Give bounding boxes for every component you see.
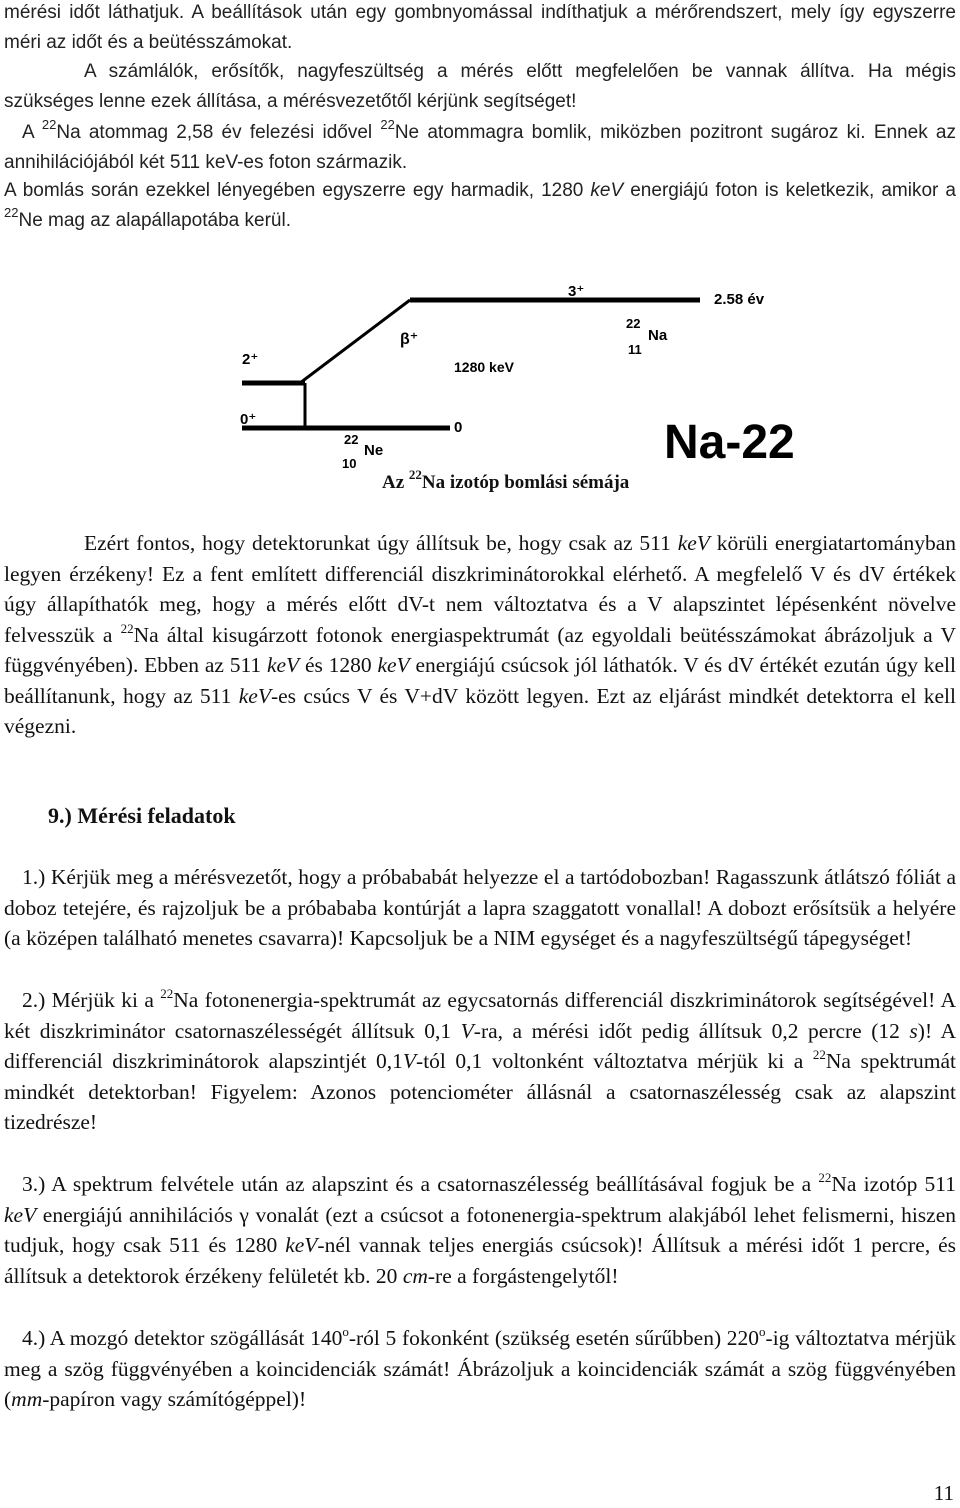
text-span: Na izotóp 511 — [831, 1172, 956, 1196]
text-span: körüli energiatartományban legyen érzékeny! Ez a fent említett differenciál diszkriminátorokkal elérhető. A megfelelő V és dV értékek úgy állapíthatók meg, hogy a mérés előtt dV-t nem változtatva és a V alapszintet lépésenként növelve felvesszük a — [4, 531, 957, 647]
text-span: A bomlás során ezekkel lényegében egyszerre egy harmadik, 1280 — [4, 180, 591, 201]
superscript: o — [759, 1324, 766, 1339]
unit-mm: mm — [11, 1387, 43, 1411]
page-number: 11 — [933, 1481, 954, 1505]
unit-kev: keV — [377, 653, 410, 677]
unit-kev: keV — [285, 1233, 318, 1257]
text-span: energiájú foton is keletkezik, amikor a — [623, 180, 956, 201]
text-span: -es csúcs V és V+dV között legyen. Ezt az eljárást mindkét detektorra el kell végezni. — [4, 683, 957, 738]
text-span: 3.) A spektrum felvétele után az alapszint és a csatornaszélesség beállításával fogjuk be a — [22, 1172, 819, 1196]
text-span: energiájú csúcsok jól láthatók. V és dV értékét ezután úgy kell beállítanunk, hogy az 511 — [4, 653, 956, 708]
text-span: A számlálók, erősítők, nagyfeszültség a mérés előtt megfelelően be vannak állítva. Ha mégis szükséges lenne ezek állítása, a mérésvezetőtől kérjünk segítséget! — [4, 61, 956, 112]
text-span: mérési időt láthatjuk. A beállítások után egy gombnyomással indíthatjuk a mérőrendszert, mely így egyszerre méri az időt és a beütésszámokat. — [4, 2, 956, 53]
task-2 — [4, 985, 956, 1138]
superscript: o — [342, 1324, 349, 1339]
paragraph-decay — [4, 118, 956, 178]
gamma-energy-label: 1280 keV — [454, 359, 514, 375]
level-0-left-label: 0⁺ — [240, 411, 257, 428]
text-span: )! A differenciál diszkriminátorok alapszintjét 0,1 — [4, 1018, 956, 1073]
paragraph-gamma — [4, 176, 956, 236]
daughter-mass-label: 22 — [344, 432, 359, 447]
text-span: és 1280 — [299, 653, 378, 677]
superscript: 22 — [380, 117, 395, 132]
text-span: -nél vannak teljes energiás csúcsok)! Állítsuk a mérési időt 1 percre, és állítsuk a detektorok érzékeny felületét kb. 20 — [4, 1233, 956, 1288]
daughter-z-label: 10 — [342, 456, 357, 471]
unit-v: V — [402, 1049, 417, 1073]
text-span: Na spektrumát mindkét detektorban! Figyelem: Azonos potenciométer állásnál a csatornaszélesség csak az alapszint tizedrésze! — [4, 1049, 956, 1134]
text-span: -papíron vagy számítógéppel)! — [42, 1387, 307, 1411]
decay-scheme-diagram — [230, 280, 830, 490]
superscript: 22 — [120, 620, 134, 636]
text-span: Ne mag az alapállapotába kerül. — [18, 210, 291, 231]
na22-title: Na-22 — [664, 416, 795, 469]
text-span: 1.) Kérjük meg a mérésvezetőt, hogy a próbababát helyezze el a tartódobozban! Ragasszunk átlátszó fóliát a doboz tetejére, és rajzoljuk be a próbababa kontúrját a lapra szaggatott vonallal! A dobozt erősítsük a helyére (a középen található menetes csavarra)! Kapcsoljuk be a NIM egységet és a nagyfeszültségű tápegységet! — [4, 865, 956, 950]
figure-caption — [382, 468, 629, 498]
superscript: 22 — [818, 1170, 832, 1185]
text-span: 4.) A mozgó detektor szögállását 140 — [22, 1326, 343, 1350]
daughter-symbol-label: Ne — [364, 442, 384, 459]
section-heading: 9.) Mérési feladatok — [48, 803, 236, 828]
text-span: -tól 0,1 voltonként változtatva mérjük ki a — [416, 1049, 813, 1073]
beta-label: β⁺ — [400, 331, 419, 348]
text-span: Ezért fontos, hogy detektorunkat úgy állítsuk be, hogy csak az 511 — [84, 531, 678, 555]
paragraph-energy-window — [4, 528, 956, 742]
task-1 — [4, 862, 956, 954]
text-span: -re a forgástengelytől! — [427, 1263, 619, 1288]
text-span: -ra, a mérési időt pedig állítsuk 0,2 percre (12 — [473, 1018, 910, 1043]
paragraph-settings — [4, 57, 956, 117]
text-span: Na izotóp bomlási sémája — [421, 472, 630, 493]
superscript: 22 — [812, 1047, 826, 1062]
superscript: 22 — [160, 986, 174, 1001]
parent-mass-label: 22 — [626, 316, 641, 331]
text-span: Na atommag 2,58 év felezési idővel — [56, 122, 381, 143]
text-span: Na fotonenergia-spektrumát az egycsatornás differenciál diszkriminátorok segítségével! A két diszkriminátor csatornaszélességét állítsuk 0,1 — [4, 988, 956, 1043]
text-span: Az — [382, 472, 409, 493]
parent-z-label: 11 — [628, 342, 642, 357]
text-span: Ne atommagra bomlik, miközben pozitront sugároz ki. Ennek az annihilációjából két 511 keV-es foton származik. — [4, 122, 956, 173]
beta-transition-line — [300, 300, 410, 383]
text-span: Na által kisugárzott fotonok energiaspektrumát (az egyoldali beütésszámokat ábrázoljuk a V függvényében). Ebben az 511 — [4, 622, 956, 677]
text-span: 2.) Mérjük ki a — [22, 988, 161, 1012]
level-3-label: 3⁺ — [568, 283, 585, 300]
text-span: -ig változtatva mérjük meg a szög függvényében a koincidenciák számát! Ábrázoljuk a koincidenciák számát a szög függvényében ( — [4, 1326, 956, 1411]
parent-symbol-label: Na — [648, 327, 668, 344]
paragraph-intro — [4, 0, 956, 58]
superscript: 22 — [408, 467, 422, 482]
task-4 — [4, 1323, 956, 1415]
unit-cm: cm — [402, 1263, 428, 1288]
superscript: 22 — [4, 205, 19, 220]
unit-kev: keV — [677, 531, 710, 555]
unit-s: s — [909, 1018, 918, 1043]
unit-kev: keV — [590, 180, 624, 201]
halflife-label: 2.58 év — [714, 291, 765, 308]
text-span: -ról 5 fokonként (szükség esetén sűrűbben) 220 — [348, 1326, 760, 1350]
level-0-right-label: 0 — [454, 419, 463, 436]
unit-kev: keV — [4, 1202, 37, 1227]
task-3 — [4, 1169, 956, 1291]
text-span: energiájú annihilációs γ vonalát (ezt a csúcsot a fotonenergia-spektrum alakjából lehet felismerni, hiszen tudjuk, hogy csak 511 és 1280 — [4, 1202, 956, 1257]
unit-kev: keV — [266, 653, 300, 677]
unit-v: V — [460, 1018, 474, 1043]
unit-kev: keV — [238, 683, 271, 708]
text-span: A — [22, 122, 42, 143]
level-2-label: 2⁺ — [242, 351, 259, 368]
superscript: 22 — [41, 117, 57, 132]
